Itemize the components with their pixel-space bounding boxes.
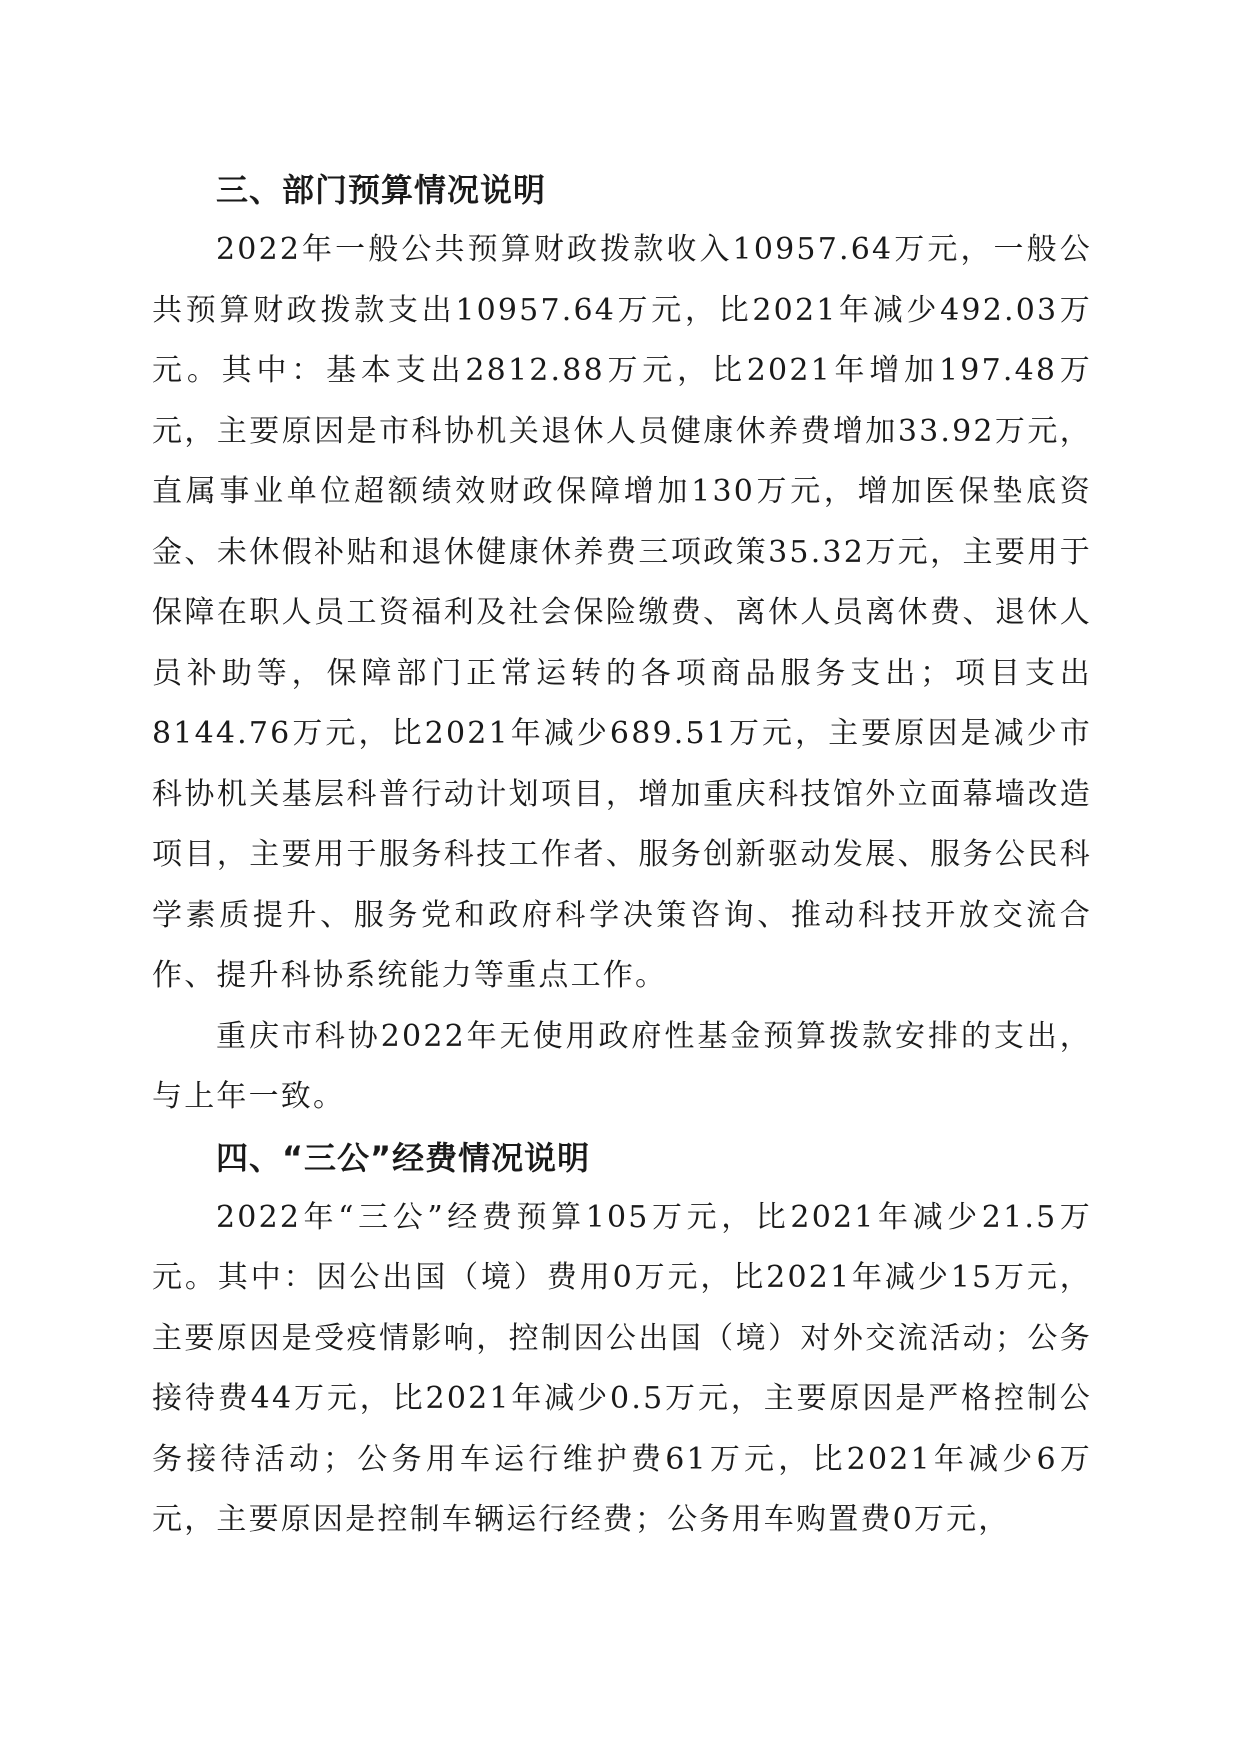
document-content <box>152 160 1092 1551</box>
section-4-heading: 四、“三公”经费情况说明 <box>216 1138 591 1177</box>
budget-description-paragraph: 2022年一般公共预算财政拨款收入10957.64万元，一般公共预算财政拨款支出10957.64万元，比2021年减少492.03万元。其中：基本支出2812.88万元，比2021年增加197.48万元，主要原因是市科协机关退休人员健康休养费增加33.92万元，直属事业单位超额绩效财政保障增加130万元，增加医保垫底资金、未休假补贴和退休健康休养费三项政策35.32万元，主要用于保障在职人员工资福利及社会保险缴费、离休人员离休费、退休人员补助等，保障部门正常运转的各项商品服务支出；项目支出8144.76万元，比2021年减少689.51万元，主要原因是减少市科协机关基层科普行动计划项目，增加重庆科技馆外立面幕墙改造项目，主要用于服务科技工作者、服务创新驱动发展、服务公民科学素质提升、服务党和政府科学决策咨询、推动科技开放交流合作、提升科协系统能力等重点工作。 <box>152 232 1092 993</box>
three-public-expenses-paragraph: 2022年“三公”经费预算105万元，比2021年减少21.5万元。其中：因公出国（境）费用0万元，比2021年减少15万元，主要原因是受疫情影响，控制因公出国（境）对外交流活动；公务接待费44万元，比2021年减少0.5万元，主要原因是严格控制公务接待活动；公务用车运行维护费61万元，比2021年减少6万元，主要原因是控制车辆运行经费；公务用车购置费0万元， <box>152 1199 1092 1537</box>
section-3-heading: 三、部门预算情况说明 <box>216 171 547 209</box>
government-fund-paragraph: 重庆市科协2022年无使用政府性基金预算拨款安排的支出，与上年一致。 <box>152 1018 1092 1114</box>
